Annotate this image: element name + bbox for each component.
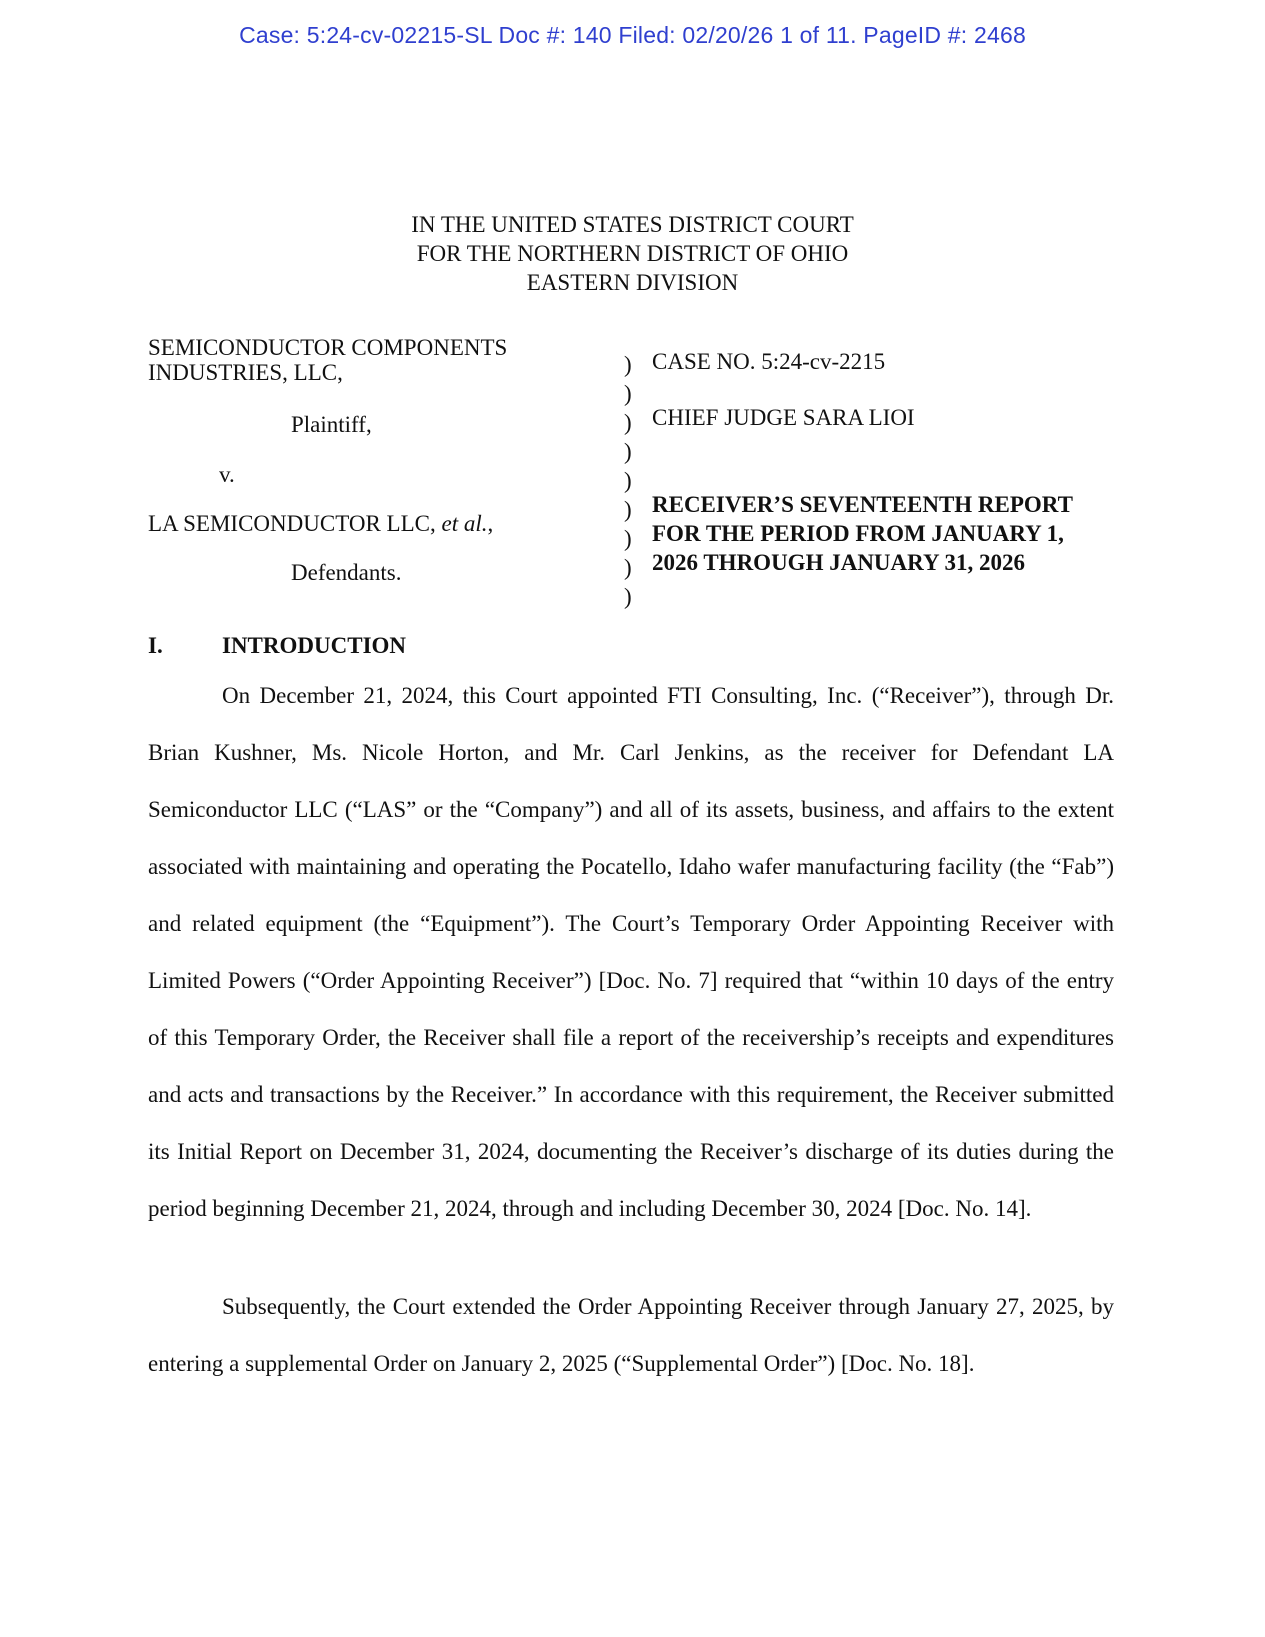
report-title-line2: FOR THE PERIOD FROM JANUARY 1, [652,521,1064,546]
section-number: I. [148,633,163,658]
report-title-line1: RECEIVER’S SEVENTEENTH REPORT [652,492,1073,517]
caption-paren: ) [624,410,632,435]
caption-paren: ) [624,526,632,551]
caption-paren: ) [624,352,632,377]
court-district-line: FOR THE NORTHERN DISTRICT OF OHIO [416,241,849,266]
defendant-name [148,511,493,536]
plaintiff-name-line2: INDUSTRIES, LLC, [148,360,343,385]
plaintiff-name [148,335,507,385]
section-heading [148,633,406,659]
body-paragraph-2: Subsequently, the Court extended the Order Appointing Receiver through January 27, 2025, by entering a supplemental Order on January 2, 2025 (“Supplemental Order”) [Doc. No. 18]. [148,1294,1114,1376]
defendant-et-al: et al. [441,511,488,536]
report-title [652,490,1132,577]
court-name-line: IN THE UNITED STATES DISTRICT COURT [411,212,854,237]
judge-name: CHIEF JUDGE SARA LIOI [652,405,915,430]
caption-paren: ) [624,584,632,609]
section-title: INTRODUCTION [222,633,407,658]
caption-paren: ) [624,555,632,580]
caption-paren: ) [624,381,632,406]
ecf-header-stamp: Case: 5:24-cv-02215-SL Doc #: 140 Filed: 02/20/26 1 of 11. PageID #: 2468 [239,22,1026,48]
case-number: CASE NO. 5:24-cv-2215 [652,349,886,374]
versus-label: v. [219,462,235,487]
caption-paren: ) [624,497,632,522]
caption-paren: ) [624,439,632,464]
body-paragraph-1: On December 21, 2024, this Court appointed FTI Consulting, Inc. (“Receiver”), through Dr. Brian Kushner, Ms. Nicole Horton, and Mr. Carl Jenkins, as the receiver for Defendant LA Semiconductor LLC (“LAS” or the “Company”) and all of its assets, business, and affairs to the extent associated with maintaining and operating the Pocatello, Idaho wafer manufacturing facility (the “Fab”) and related equipment (the “Equipment”). The Court’s Temporary Order Appointing Receiver with Limited Powers (“Order Appointing Receiver”) [Doc. No. 7] required that “within 10 days of the entry of this Temporary Order, the Receiver shall file a report of the receivership’s receipts and expenditures and acts and transactions by the Receiver.” In accordance with this requirement, the Receiver submitted its Initial Report on December 31, 2024, documenting the Receiver’s discharge of its duties during the period beginning December 21, 2024, through and including December 30, 2024 [Doc. No. 14]. [148,683,1114,1221]
caption-parentheses-column [624,350,632,611]
plaintiff-role: Plaintiff, [291,412,372,437]
court-division-line: EASTERN DIVISION [526,270,739,295]
plaintiff-name-line1: SEMICONDUCTOR COMPONENTS [148,335,508,360]
report-title-line3: 2026 THROUGH JANUARY 31, 2026 [652,550,1025,575]
defendant-role: Defendants. [291,560,402,585]
court-heading [0,210,1265,297]
defendant-comma: , [487,511,494,536]
defendant-name-text: LA SEMICONDUCTOR LLC, [148,511,442,536]
caption-paren: ) [624,468,632,493]
